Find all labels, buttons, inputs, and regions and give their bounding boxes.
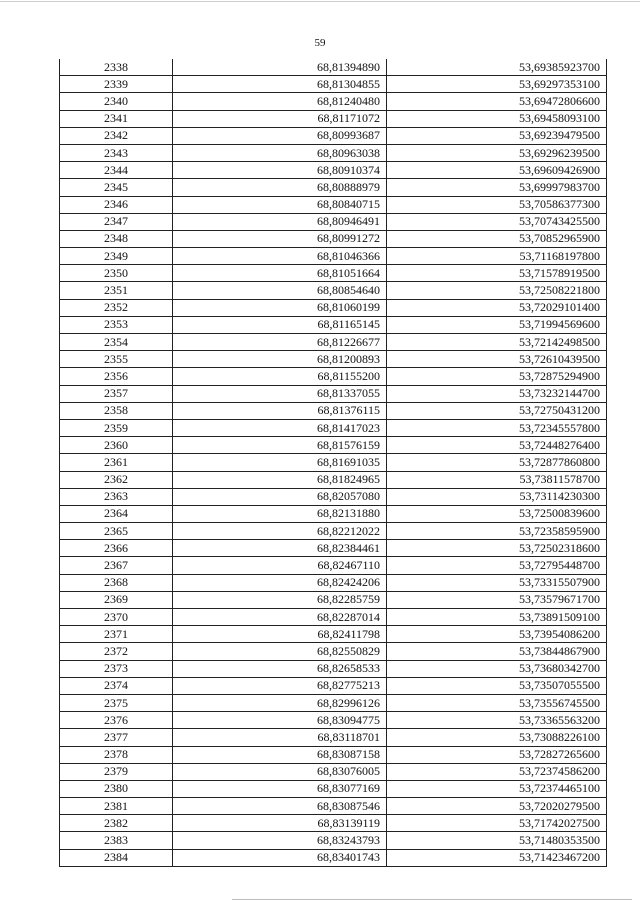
coordinate-x-cell: 68,81337055 <box>173 385 387 402</box>
coordinate-y-cell: 53,72448276400 <box>387 437 607 454</box>
table-row <box>60 76 607 93</box>
coordinate-y-cell: 53,72500839600 <box>387 505 607 522</box>
point-number-cell: 2362 <box>60 471 173 488</box>
point-number-cell: 2342 <box>60 127 173 144</box>
coordinate-x-cell: 68,81691035 <box>173 454 387 471</box>
coordinate-x-cell: 68,82131880 <box>173 505 387 522</box>
table-row <box>60 334 607 351</box>
table-row <box>60 729 607 746</box>
coordinate-x-cell: 68,80840715 <box>173 196 387 213</box>
coordinate-y-cell: 53,69609426900 <box>387 162 607 179</box>
coordinate-y-cell: 53,69458093100 <box>387 110 607 127</box>
coordinate-y-cell: 53,72374465100 <box>387 780 607 797</box>
table-row <box>60 505 607 522</box>
table-row <box>60 419 607 436</box>
point-number-cell: 2358 <box>60 402 173 419</box>
point-number-cell: 2357 <box>60 385 173 402</box>
coordinate-y-cell: 53,69297353100 <box>387 76 607 93</box>
table-row <box>60 213 607 230</box>
point-number-cell: 2356 <box>60 368 173 385</box>
coordinate-x-cell: 68,83118701 <box>173 729 387 746</box>
table-row <box>60 746 607 763</box>
point-number-cell: 2344 <box>60 162 173 179</box>
coordinate-y-cell: 53,72610439500 <box>387 351 607 368</box>
point-number-cell: 2375 <box>60 694 173 711</box>
coordinate-y-cell: 53,72795448700 <box>387 557 607 574</box>
table-row <box>60 609 607 626</box>
point-number-cell: 2355 <box>60 351 173 368</box>
coordinate-y-cell: 53,70743425500 <box>387 213 607 230</box>
table-row <box>60 93 607 110</box>
page-number: 59 <box>314 37 326 49</box>
coordinate-x-cell: 68,82996126 <box>173 694 387 711</box>
coordinate-x-cell: 68,83076005 <box>173 763 387 780</box>
coordinate-y-cell: 53,73556745500 <box>387 694 607 711</box>
table-row <box>60 849 607 866</box>
coordinate-x-cell: 68,82411798 <box>173 626 387 643</box>
table-row <box>60 299 607 316</box>
point-number-cell: 2365 <box>60 523 173 540</box>
coordinate-x-cell: 68,81576159 <box>173 437 387 454</box>
table-row <box>60 643 607 660</box>
coordinates-table-body <box>60 59 607 866</box>
coordinate-y-cell: 53,73232144700 <box>387 385 607 402</box>
coordinate-y-cell: 53,73891509100 <box>387 609 607 626</box>
page-bottom-edge <box>232 899 632 900</box>
table-row <box>60 316 607 333</box>
coordinate-y-cell: 53,70852965900 <box>387 230 607 247</box>
table-row <box>60 763 607 780</box>
table-row <box>60 127 607 144</box>
coordinate-x-cell: 68,83139119 <box>173 815 387 832</box>
coordinate-y-cell: 53,72374586200 <box>387 763 607 780</box>
point-number-cell: 2373 <box>60 660 173 677</box>
point-number-cell: 2346 <box>60 196 173 213</box>
coordinates-table <box>59 59 607 867</box>
point-number-cell: 2374 <box>60 677 173 694</box>
point-number-cell: 2338 <box>60 59 173 76</box>
table-row <box>60 626 607 643</box>
coordinate-y-cell: 53,73680342700 <box>387 660 607 677</box>
coordinate-y-cell: 53,73844867900 <box>387 643 607 660</box>
point-number-cell: 2376 <box>60 712 173 729</box>
coordinate-x-cell: 68,80910374 <box>173 162 387 179</box>
table-row <box>60 402 607 419</box>
coordinate-y-cell: 53,73579671700 <box>387 591 607 608</box>
coordinate-x-cell: 68,81051664 <box>173 265 387 282</box>
point-number-cell: 2354 <box>60 334 173 351</box>
coordinate-y-cell: 53,71168197800 <box>387 248 607 265</box>
coordinate-y-cell: 53,72358595900 <box>387 523 607 540</box>
coordinate-y-cell: 53,73954086200 <box>387 626 607 643</box>
coordinate-x-cell: 68,80946491 <box>173 213 387 230</box>
coordinate-x-cell: 68,82775213 <box>173 677 387 694</box>
table-row <box>60 351 607 368</box>
table-row <box>60 574 607 591</box>
coordinate-x-cell: 68,82057080 <box>173 488 387 505</box>
point-number-cell: 2367 <box>60 557 173 574</box>
point-number-cell: 2379 <box>60 763 173 780</box>
coordinate-x-cell: 68,81171072 <box>173 110 387 127</box>
table-row <box>60 110 607 127</box>
table-row <box>60 471 607 488</box>
coordinate-y-cell: 53,72345557800 <box>387 419 607 436</box>
point-number-cell: 2377 <box>60 729 173 746</box>
point-number-cell: 2351 <box>60 282 173 299</box>
coordinate-x-cell: 68,82384461 <box>173 540 387 557</box>
coordinate-x-cell: 68,81226677 <box>173 334 387 351</box>
point-number-cell: 2372 <box>60 643 173 660</box>
coordinate-x-cell: 68,82424206 <box>173 574 387 591</box>
table-row <box>60 540 607 557</box>
table-row <box>60 832 607 849</box>
point-number-cell: 2378 <box>60 746 173 763</box>
coordinate-y-cell: 53,73114230300 <box>387 488 607 505</box>
coordinate-y-cell: 53,72508221800 <box>387 282 607 299</box>
coordinate-x-cell: 68,81417023 <box>173 419 387 436</box>
coordinate-y-cell: 53,71994569600 <box>387 316 607 333</box>
table-row <box>60 437 607 454</box>
coordinate-x-cell: 68,81376115 <box>173 402 387 419</box>
table-row <box>60 780 607 797</box>
point-number-cell: 2353 <box>60 316 173 333</box>
coordinate-x-cell: 68,80991272 <box>173 230 387 247</box>
coordinate-x-cell: 68,80854640 <box>173 282 387 299</box>
coordinate-x-cell: 68,82467110 <box>173 557 387 574</box>
coordinate-x-cell: 68,82287014 <box>173 609 387 626</box>
coordinate-x-cell: 68,80993687 <box>173 127 387 144</box>
coordinate-y-cell: 53,72029101400 <box>387 299 607 316</box>
point-number-cell: 2369 <box>60 591 173 608</box>
point-number-cell: 2347 <box>60 213 173 230</box>
coordinate-x-cell: 68,82658533 <box>173 660 387 677</box>
point-number-cell: 2363 <box>60 488 173 505</box>
coordinate-y-cell: 53,69239479500 <box>387 127 607 144</box>
point-number-cell: 2339 <box>60 76 173 93</box>
table-row <box>60 196 607 213</box>
point-number-cell: 2370 <box>60 609 173 626</box>
coordinate-x-cell: 68,81824965 <box>173 471 387 488</box>
point-number-cell: 2341 <box>60 110 173 127</box>
point-number-cell: 2352 <box>60 299 173 316</box>
point-number-cell: 2349 <box>60 248 173 265</box>
coordinate-x-cell: 68,81155200 <box>173 368 387 385</box>
coordinate-x-cell: 68,83077169 <box>173 780 387 797</box>
coordinate-y-cell: 53,72827265600 <box>387 746 607 763</box>
table-row <box>60 179 607 196</box>
coordinate-y-cell: 53,70586377300 <box>387 196 607 213</box>
point-number-cell: 2359 <box>60 419 173 436</box>
point-number-cell: 2380 <box>60 780 173 797</box>
point-number-cell: 2348 <box>60 230 173 247</box>
coordinate-x-cell: 68,81200893 <box>173 351 387 368</box>
table-row <box>60 144 607 161</box>
coordinate-x-cell: 68,80963038 <box>173 144 387 161</box>
coordinate-y-cell: 53,73315507900 <box>387 574 607 591</box>
point-number-cell: 2383 <box>60 832 173 849</box>
coordinate-y-cell: 53,69385923700 <box>387 59 607 76</box>
coordinate-x-cell: 68,81240480 <box>173 93 387 110</box>
point-number-cell: 2360 <box>60 437 173 454</box>
coordinate-x-cell: 68,80888979 <box>173 179 387 196</box>
coordinate-y-cell: 53,71480353500 <box>387 832 607 849</box>
coordinate-y-cell: 53,72875294900 <box>387 368 607 385</box>
coordinate-x-cell: 68,81046366 <box>173 248 387 265</box>
table-row <box>60 798 607 815</box>
coordinate-y-cell: 53,73507055500 <box>387 677 607 694</box>
coordinate-y-cell: 53,72750431200 <box>387 402 607 419</box>
coordinate-x-cell: 68,83087546 <box>173 798 387 815</box>
coordinate-y-cell: 53,69296239500 <box>387 144 607 161</box>
table-row <box>60 385 607 402</box>
coordinate-x-cell: 68,82212022 <box>173 523 387 540</box>
coordinate-y-cell: 53,69997983700 <box>387 179 607 196</box>
point-number-cell: 2361 <box>60 454 173 471</box>
page-top-edge <box>0 1 640 2</box>
point-number-cell: 2368 <box>60 574 173 591</box>
coordinate-x-cell: 68,81304855 <box>173 76 387 93</box>
coordinate-x-cell: 68,83401743 <box>173 849 387 866</box>
table-row <box>60 660 607 677</box>
table-row <box>60 368 607 385</box>
table-row <box>60 712 607 729</box>
table-row <box>60 523 607 540</box>
coordinate-y-cell: 53,72502318600 <box>387 540 607 557</box>
coordinate-y-cell: 53,72142498500 <box>387 334 607 351</box>
table-row <box>60 488 607 505</box>
table-row <box>60 677 607 694</box>
coordinate-y-cell: 53,71742027500 <box>387 815 607 832</box>
table-row <box>60 454 607 471</box>
coordinate-y-cell: 53,72020279500 <box>387 798 607 815</box>
coordinate-y-cell: 53,73088226100 <box>387 729 607 746</box>
coordinate-y-cell: 53,71578919500 <box>387 265 607 282</box>
point-number-cell: 2350 <box>60 265 173 282</box>
table-row <box>60 591 607 608</box>
coordinate-x-cell: 68,81165145 <box>173 316 387 333</box>
point-number-cell: 2345 <box>60 179 173 196</box>
coordinate-x-cell: 68,83094775 <box>173 712 387 729</box>
point-number-cell: 2340 <box>60 93 173 110</box>
point-number-cell: 2381 <box>60 798 173 815</box>
table-row <box>60 230 607 247</box>
point-number-cell: 2343 <box>60 144 173 161</box>
coordinate-x-cell: 68,83243793 <box>173 832 387 849</box>
table-row <box>60 282 607 299</box>
point-number-cell: 2364 <box>60 505 173 522</box>
coordinate-x-cell: 68,82550829 <box>173 643 387 660</box>
coordinate-y-cell: 53,73811578700 <box>387 471 607 488</box>
point-number-cell: 2371 <box>60 626 173 643</box>
point-number-cell: 2382 <box>60 815 173 832</box>
point-number-cell: 2366 <box>60 540 173 557</box>
coordinate-y-cell: 53,69472806600 <box>387 93 607 110</box>
coordinate-x-cell: 68,81060199 <box>173 299 387 316</box>
table-row <box>60 162 607 179</box>
coordinate-x-cell: 68,83087158 <box>173 746 387 763</box>
coordinate-y-cell: 53,73365563200 <box>387 712 607 729</box>
coordinate-y-cell: 53,72877860800 <box>387 454 607 471</box>
coordinate-x-cell: 68,81394890 <box>173 59 387 76</box>
table-row <box>60 265 607 282</box>
table-row <box>60 694 607 711</box>
coordinate-x-cell: 68,82285759 <box>173 591 387 608</box>
table-row <box>60 557 607 574</box>
table-row <box>60 59 607 76</box>
table-row <box>60 815 607 832</box>
coordinate-y-cell: 53,71423467200 <box>387 849 607 866</box>
table-row <box>60 248 607 265</box>
point-number-cell: 2384 <box>60 849 173 866</box>
